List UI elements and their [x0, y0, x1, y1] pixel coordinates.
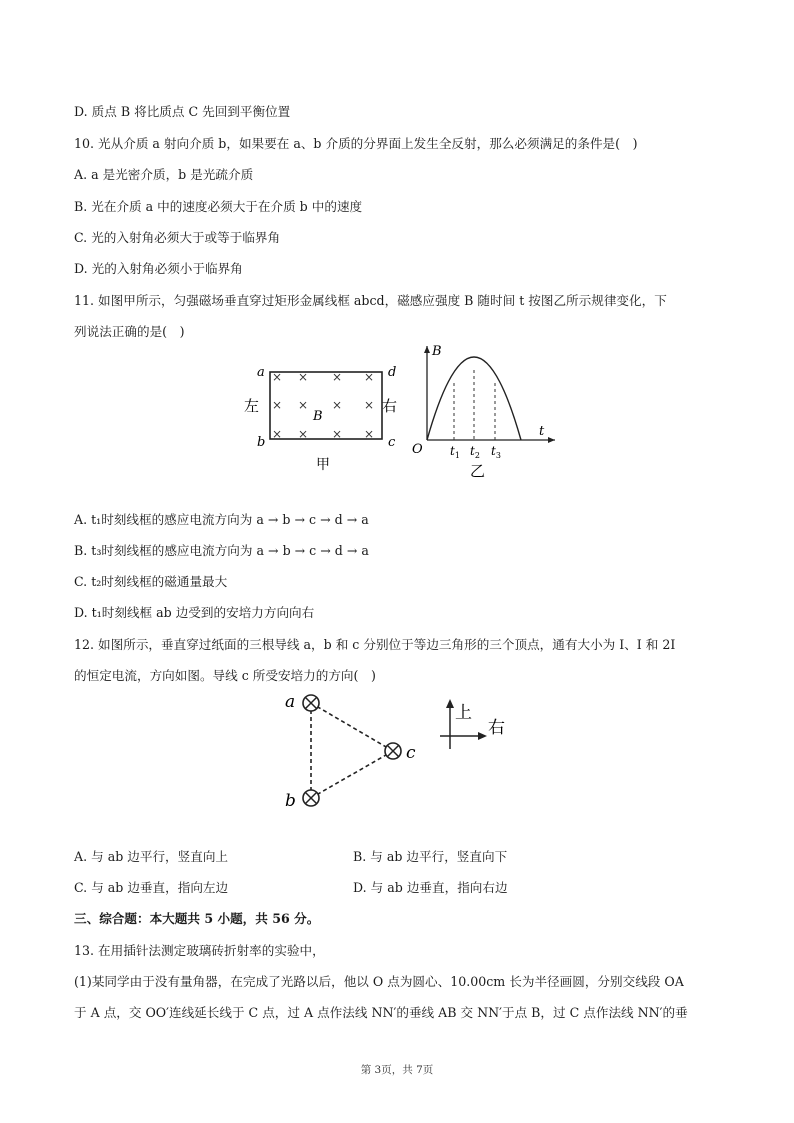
field-label-b: B	[313, 409, 323, 424]
q12-option-c: C. 与 ab 边垂直，指向左边	[74, 880, 229, 895]
cross-mark: ×	[332, 370, 343, 384]
right-label: 右	[382, 397, 398, 415]
caption-yi: 乙	[470, 462, 486, 480]
left-label: 左	[244, 397, 260, 415]
tick-t3: t	[491, 444, 496, 458]
section-3-heading: 三、综合题：本大题共 5 小题，共 56 分。	[74, 911, 320, 926]
q11-option-a: A. t₁时刻线框的感应电流方向为 a → b → c → d → a	[74, 512, 369, 527]
wire-label-c: c	[406, 743, 416, 763]
q11-option-d: D. t₁时刻线框 ab 边受到的安培力方向向右	[74, 605, 315, 620]
q10-stem: 10. 光从介质 a 射向介质 b，如果要在 a、b 介质的分界面上发生全反射，那么必须满足的条件是( )	[74, 136, 638, 151]
q10-option-c: C. 光的入射角必须大于或等于临界角	[74, 230, 281, 245]
caption-jia: 甲	[316, 457, 330, 473]
q12-stem-line2: 的恒定电流，方向如图。导线 c 所受安培力的方向( )	[74, 668, 376, 683]
q12-figure	[280, 688, 530, 818]
q12-stem-line1: 12. 如图所示，垂直穿过纸面的三根导线 a，b 和 c 分别位于等边三角形的三个顶点，通有大小为 I、I 和 2I	[74, 637, 676, 652]
corner-label-a: a	[257, 365, 265, 380]
q12-option-d: D. 与 ab 边垂直，指向右边	[353, 880, 508, 895]
cross-mark: ×	[272, 427, 283, 441]
q11-stem-line2: 列说法正确的是( )	[74, 324, 185, 339]
direction-right-label: 右	[488, 718, 505, 738]
cross-mark: ×	[332, 427, 343, 441]
cross-mark: ×	[298, 427, 309, 441]
cross-mark: ×	[332, 398, 343, 412]
q11-option-c: C. t₂时刻线框的磁通量最大	[74, 574, 228, 589]
tick-t2-sub: 2	[474, 451, 480, 460]
cross-mark: ×	[298, 398, 309, 412]
q13-part1-line1: (1)某同学由于没有量角器，在完成了光路以后，他以 O 点为圆心、10.00cm 长为半径画圆，分别交线段 OA	[74, 974, 684, 989]
cross-mark: ×	[272, 370, 283, 384]
q11-figure-jia	[240, 358, 410, 483]
q10-option-a: A. a 是光密介质，b 是光疏介质	[74, 167, 254, 182]
tick-t2: t	[470, 444, 475, 458]
tick-t1-sub: 1	[454, 451, 460, 460]
page-footer: 第 3页，共 7页	[360, 1064, 434, 1076]
q11-stem-line1: 11. 如图甲所示，匀强磁场垂直穿过矩形金属线框 abcd，磁感应强度 B 随时间 t 按图乙所示规律变化，下	[74, 293, 667, 308]
q13-stem: 13. 在用插针法测定玻璃砖折射率的实验中，	[74, 943, 325, 958]
q11-figure-yi	[405, 340, 565, 490]
svg-text:t3	[491, 444, 501, 460]
q11-option-b: B. t₃时刻线框的感应电流方向为 a → b → c → d → a	[74, 543, 369, 558]
wire-label-a: a	[285, 692, 296, 712]
q13-part1-line2: 于 A 点，交 OO′连线延长线于 C 点，过 A 点作法线 NN′的垂线 AB 交 NN′于点 B，过 C 点作法线 NN′的垂	[74, 1005, 688, 1020]
q10-option-d: D. 光的入射角必须小于临界角	[74, 261, 243, 276]
cross-mark: ×	[364, 398, 375, 412]
corner-label-d: d	[388, 365, 397, 380]
q12-option-a: A. 与 ab 边平行，竖直向上	[74, 849, 229, 864]
q9-option-d: D. 质点 B 将比质点 C 先回到平衡位置	[74, 104, 291, 119]
y-axis-label: B	[432, 344, 442, 359]
q10-option-b: B. 光在介质 a 中的速度必须大于在介质 b 中的速度	[74, 199, 363, 214]
svg-text:t1	[450, 444, 460, 460]
corner-label-c: c	[388, 435, 396, 450]
corner-label-b: b	[257, 435, 266, 450]
wire-label-b: b	[285, 791, 296, 811]
cross-mark: ×	[364, 427, 375, 441]
x-axis-label: t	[539, 424, 545, 439]
svg-text:t2	[470, 444, 480, 460]
direction-up-label: 上	[455, 703, 472, 723]
tick-t1: t	[450, 444, 455, 458]
cross-mark: ×	[364, 370, 375, 384]
cross-mark: ×	[272, 398, 283, 412]
q12-option-b: B. 与 ab 边平行，竖直向下	[353, 849, 508, 864]
origin-label: O	[412, 442, 423, 457]
tick-t3-sub: 3	[495, 451, 501, 460]
cross-mark: ×	[298, 370, 309, 384]
